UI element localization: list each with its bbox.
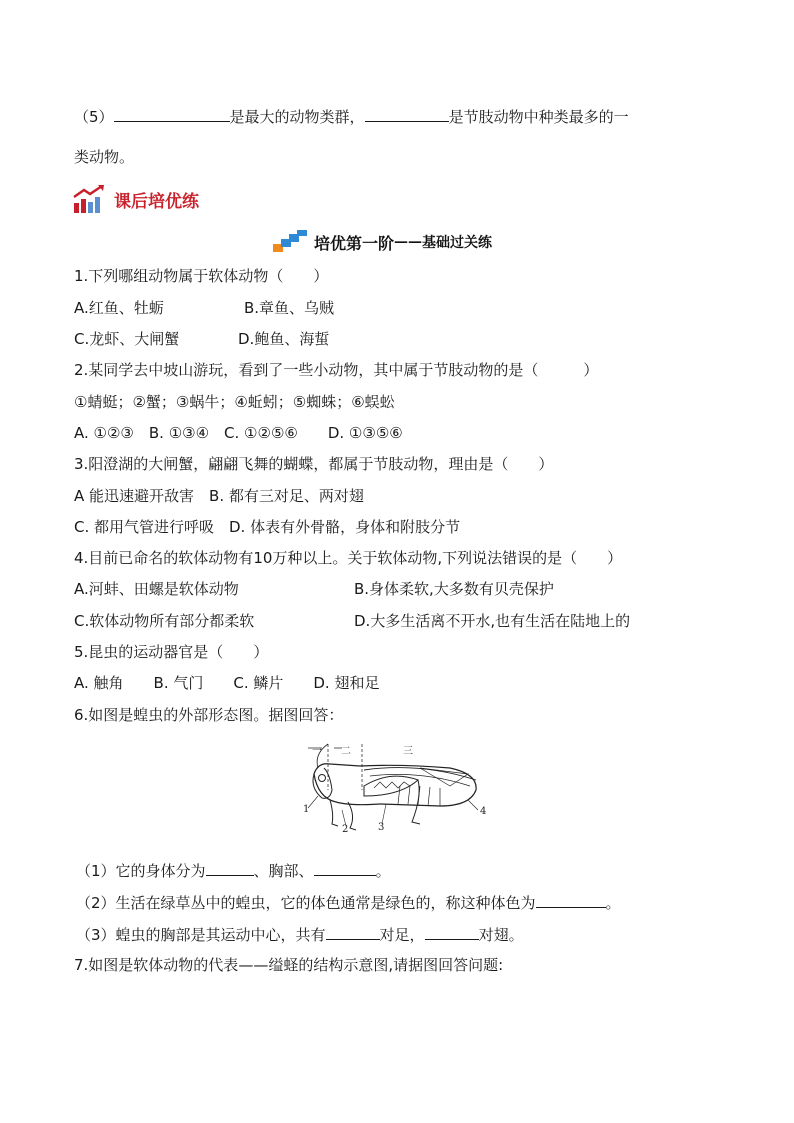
q1-option-b[interactable]: B.章鱼、乌贼 [244, 299, 335, 317]
figure-label-segment-3: 三 [403, 746, 413, 757]
q4-option-c[interactable]: C.软体动物所有部分都柔软 [74, 612, 255, 630]
tier-dash: —— [394, 234, 423, 250]
q3-options-cd[interactable]: C. 都用气管进行呼吸 D. 体表有外骨骼，身体和附肢分节 [74, 518, 461, 536]
q2-items: ①蜻蜓；②蟹；③蜗牛；④蚯蚓；⑤蜘蛛；⑥蜈蚣 [74, 393, 395, 411]
q1-stem: 1.下列哪组动物属于软体动物（ ） [74, 267, 329, 285]
q5-stem: 5.昆虫的运动器官是（ ） [74, 643, 269, 661]
q5-mid: 是最大的动物类群， [229, 108, 365, 126]
q4-stem: 4.目前已命名的软体动物有10万种以上。关于软体动物,下列说法错误的是（ ） [74, 549, 623, 567]
answer-blank[interactable] [206, 860, 254, 876]
q1-option-d[interactable]: D.鲍鱼、海蜇 [238, 330, 330, 348]
rising-chart-icon [72, 183, 108, 215]
q6-sub1-text-b: 、胸部、 [253, 862, 314, 880]
q6-sub3-text-b: 对足， [379, 926, 425, 944]
figure-label-3: 3 [378, 822, 385, 833]
q6-sub2-text-a: （2）生活在绿草丛中的蝗虫，它的体色通常是绿色的，称这种体色为 [76, 894, 536, 912]
q6-sub3-text-c: 对翅。 [478, 926, 524, 944]
q5-line1 [74, 106, 629, 127]
q4-option-d[interactable]: D.大多生活离不开水,也有生活在陆地上的 [354, 612, 631, 630]
figure-label-segment-2: 二 [341, 746, 351, 757]
answer-blank[interactable] [365, 106, 449, 122]
q5-suffix: 是节肢动物中种类最多的一 [448, 108, 629, 126]
q6-sub1 [76, 860, 391, 881]
q2-stem: 2.某同学去中坡山游玩，看到了一些小动物，其中属于节肢动物的是（ ） [74, 361, 599, 379]
tier-subtitle: 基础过关练 [422, 235, 493, 251]
q6-sub2 [76, 892, 621, 913]
stairs-icon [272, 230, 308, 254]
q4-option-a[interactable]: A.河蚌、田螺是软体动物 [74, 580, 239, 598]
answer-blank[interactable] [314, 860, 376, 876]
q3-stem: 3.阳澄湖的大闸蟹，翩翩飞舞的蝴蝶，都属于节肢动物，理由是（ ） [74, 455, 554, 473]
grasshopper-drawing [300, 740, 500, 840]
figure-label-4: 4 [480, 806, 487, 817]
answer-blank[interactable] [536, 892, 606, 908]
q3-options-ab[interactable]: A 能迅速避开敌害 B. 都有三对足、两对翅 [74, 487, 364, 505]
q4-option-b[interactable]: B.身体柔软,大多数有贝壳保护 [354, 580, 554, 598]
q1-option-a[interactable]: A.红鱼、牡蛎 [74, 299, 164, 317]
answer-blank[interactable] [326, 924, 380, 940]
q6-sub2-text-b: 。 [605, 894, 621, 912]
q6-stem: 6.如图是蝗虫的外部形态图。据图回答： [74, 706, 344, 724]
q7-stem: 7.如图是软体动物的代表——缢蛏的结构示意图,请据图回答问题: [74, 956, 504, 974]
tier-header [272, 228, 492, 256]
tier-title: 培优第一阶 [314, 233, 395, 253]
section-title: 课后培优练 [114, 191, 199, 212]
section-header [72, 183, 199, 215]
q5-options[interactable]: A. 触角 B. 气门 C. 鳞片 D. 翅和足 [74, 674, 380, 692]
q6-sub3-text-a: （3）蝗虫的胸部是其运动中心，共有 [76, 926, 326, 944]
q6-sub1-text-a: （1）它的身体分为 [76, 862, 206, 880]
answer-blank[interactable] [425, 924, 479, 940]
q6-sub3 [76, 924, 524, 945]
q5-line2: 类动物。 [74, 148, 135, 166]
answer-blank[interactable] [114, 106, 230, 122]
q6-sub1-text-c: 。 [375, 862, 391, 880]
q1-option-c[interactable]: C.龙虾、大闸蟹 [74, 330, 180, 348]
grasshopper-figure [300, 740, 500, 840]
figure-label-segment-1: 一 [312, 746, 322, 757]
q5-prefix: （5） [74, 108, 114, 126]
q2-options[interactable]: A. ①②③ B. ①③④ C. ①②⑤⑥ D. ①③⑤⑥ [74, 424, 403, 442]
figure-label-2: 2 [342, 824, 349, 835]
figure-label-1: 1 [303, 804, 310, 815]
